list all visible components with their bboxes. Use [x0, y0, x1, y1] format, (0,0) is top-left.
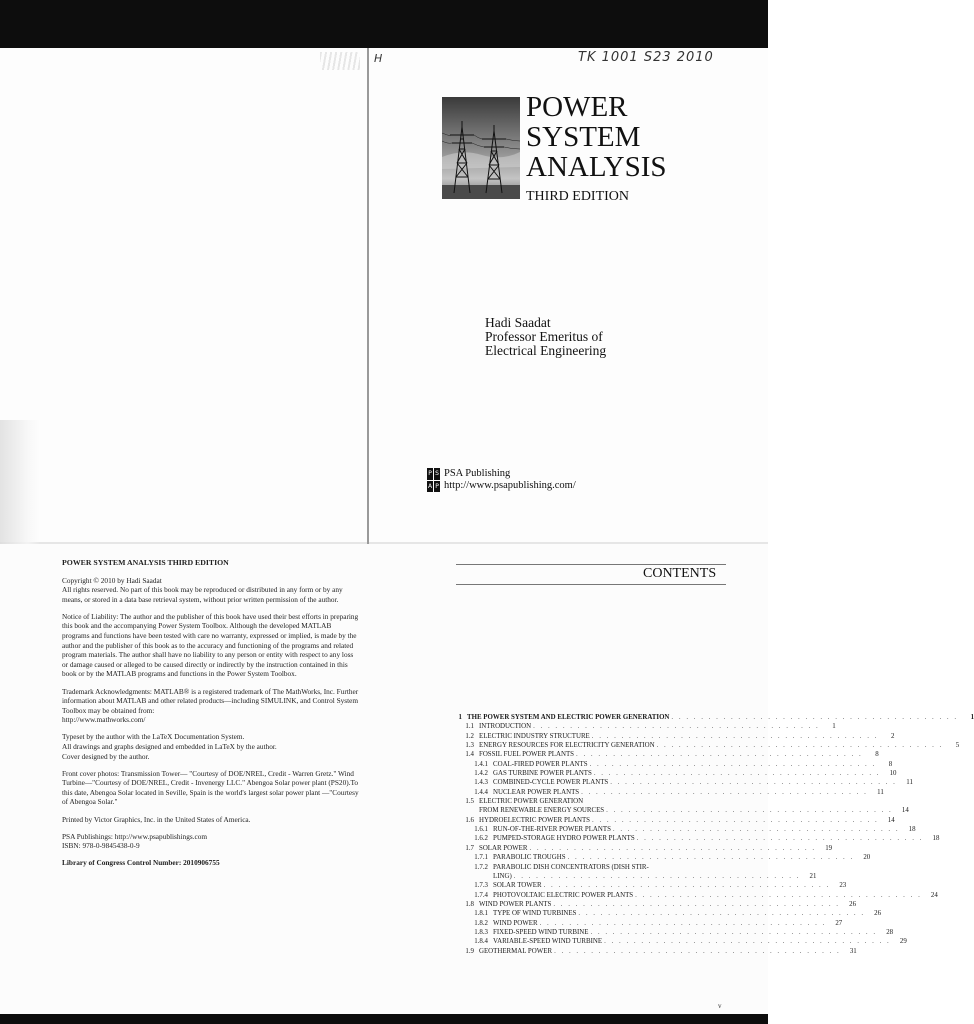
toc-entry [452, 778, 913, 787]
copyright-notice: Copyright © 2010 by Hadi Saadat All rights reserved. No part of this book may be reproduced or distributed in any form or by any means, or stored in a data base retrieval system, without prior written permission of the author. [62, 575, 343, 604]
toc-entry [452, 844, 833, 853]
scan-shadow [0, 420, 40, 544]
toc-entry-number [452, 872, 493, 881]
toc-entry-title: GEOTHERMAL POWER [479, 947, 553, 955]
toc-entry-page: 8 [888, 760, 893, 768]
toc-entry-number: 1.9 [465, 947, 474, 955]
toc-entry-page: 5 [955, 742, 960, 750]
toc-entry-page: 8 [875, 751, 879, 759]
toc-leader-dots: . . . . . . . . . . . . . . . . . . . . . . . . . . . . . . . . . . . . . . . [539, 919, 827, 927]
toc-leader-dots: . . . . . . . . . . . . . . . . . . . . . . . . . . . . . . . . . . . . . . . [553, 900, 841, 908]
toc-entry-page: 18 [908, 826, 916, 834]
toc-entry [452, 881, 847, 890]
toc-entry-number: 1 [458, 714, 462, 721]
toc-entry-page: 14 [887, 816, 895, 824]
toc-entry-title: VARIABLE-SPEED WIND TURBINE [493, 938, 603, 946]
publisher-url: http://www.psapublishing.com/ [444, 480, 576, 491]
toc-entry-page: 31 [849, 947, 857, 955]
title-line: ANALYSIS [526, 151, 667, 183]
toc-leader-dots: . . . . . . . . . . . . . . . . . . . . . . . . . . . . . . . . . . . . . . . [543, 882, 831, 890]
toc-entry-number: 1.6.2 [474, 835, 488, 843]
toc-entry-page: 24 [930, 891, 938, 899]
contents-rule-top [456, 564, 726, 565]
toc-entry [452, 928, 894, 937]
isbn-info: PSA Publishings: http://www.psapublishings.com ISBN: 978-0-9845438-0-9 [62, 831, 208, 851]
toc-entry [452, 834, 940, 843]
toc-entry-title: TYPE OF WIND TURBINES [493, 910, 577, 918]
toc-entry [452, 853, 871, 862]
toc-entry-page: 14 [901, 807, 909, 815]
toc-entry [452, 816, 895, 825]
toc-entry [452, 919, 843, 928]
scan-top-border [0, 0, 768, 48]
publisher-info [444, 468, 576, 492]
toc-entry-title: FROM RENEWABLE ENERGY SOURCES [479, 807, 605, 815]
toc-entry-page: 1 [970, 714, 974, 721]
toc-entry-number: 1.7.3 [474, 882, 488, 890]
toc-entry-title: GAS TURBINE POWER PLANTS [493, 770, 592, 778]
toc-entry-number: 1.8.1 [474, 910, 488, 918]
author-title: Electrical Engineering [485, 343, 607, 358]
toc-entry-number: 1.4 [465, 751, 474, 759]
book-title [526, 92, 667, 182]
toc-entry-title: PHOTOVOLTAIC ELECTRIC POWER PLANTS [493, 891, 634, 899]
logo-letter: P [427, 468, 433, 480]
liability-notice: Notice of Liability: The author and the publisher of this book have used their best efforts in preparing this book and the accompanying Power System Toolbox. Although the developed MATLAB programs and functions have been tested with care no warranty, expressed or implied, is made by the author and the publisher of this book as to the accuracy and functioning of the programs and related program materials. The author shall have no liability to any person or entity with respect to any loss or damage caused or alleged to be caused directly or indirectly by the instruction contained in this book or by the MATLAB programs and functions in the Power System Toolbox. [62, 611, 359, 679]
toc-entry [452, 909, 882, 918]
toc-leader-dots: . . . . . . . . . . . . . . . . . . . . . . . . . . . . . . . . . . . . . . . [671, 714, 959, 721]
page-marker: v [718, 1002, 722, 1010]
toc-entry-page: 18 [932, 835, 940, 843]
toc-leader-dots: . . . . . . . . . . . . . . . . . . . . . . . . . . . . . . . . . . . . . . . [590, 928, 878, 936]
toc-entry-number: 1.7 [465, 844, 474, 852]
toc-entry-page: 23 [839, 882, 847, 890]
toc-entry-page: 29 [899, 938, 907, 946]
toc-entry [452, 937, 907, 946]
toc-entry [452, 722, 836, 731]
toc-leader-dots [649, 863, 712, 872]
transmission-tower-icon [442, 97, 520, 199]
contents-heading: CONTENTS [643, 566, 717, 581]
toc-leader-dots: . . . . . . . . . . . . . . . . . . . . . . . . . . . . . . . . . . . . . . . [612, 826, 900, 834]
toc-entry-page: 2 [890, 732, 895, 740]
toc-entry-title: ENERGY RESOURCES FOR ELECTRICITY GENERATION [479, 742, 655, 750]
author-title: Professor Emeritus of [485, 329, 603, 344]
toc-leader-dots: . . . . . . . . . . . . . . . . . . . . . . . . . . . . . . . . . . . . . . . [576, 751, 863, 759]
toc-leader-dots: . . . . . . . . . . . . . . . . . . . . . . . . . . . . . . . . . . . . . . . [610, 779, 897, 787]
toc-entry-title: ELECTRIC INDUSTRY STRUCTURE [479, 732, 590, 740]
table-of-contents [452, 713, 974, 956]
transmission-tower-photo [442, 97, 520, 199]
logo-letter: P [434, 481, 440, 493]
copyright-heading: POWER SYSTEM ANALYSIS THIRD EDITION [62, 558, 229, 567]
toc-entry-number: 1.4.2 [474, 770, 488, 778]
toc-leader-dots: . . . . . . . . . . . . . . . . . . . . . . . . . . . . . . . . . . . . . . . [554, 947, 841, 955]
handwritten-page-mark: H [374, 52, 383, 65]
toc-entry [452, 797, 728, 806]
toc-entry [452, 891, 938, 900]
toc-entry-number: 1.1 [465, 723, 474, 731]
photo-credits: Front cover photos: Transmission Tower— "Courtesy of DOE/NREL, Credit - Warren Gretz." Wind Turbine—"Courtesy of DOE/NREL, Credit - Invenergy LLC." Abengoa Solar power plant (PS20).To this date, Abengoa Solar located in Seville, Spain is the world's largest solar power plant —"Courtesy of Abengoa Solar." [62, 768, 359, 807]
toc-leader-dots: . . . . . . . . . . . . . . . . . . . . . . . . . . . . . . . . . . . . . . . [513, 872, 801, 880]
toc-entry [452, 825, 916, 834]
logo-letter: S [434, 468, 440, 480]
toc-entry-number: 1.4.3 [474, 779, 488, 787]
toc-entry-title: FIXED-SPEED WIND TURBINE [493, 928, 589, 936]
toc-entry-title: WIND POWER PLANTS [479, 900, 552, 908]
toc-entry-page [712, 797, 728, 806]
toc-entry-number: 1.6 [465, 816, 474, 824]
publisher-logo [427, 468, 440, 492]
toc-entry [452, 732, 895, 741]
toc-entry-number: 1.7.1 [474, 854, 488, 862]
scan-smudge [320, 52, 360, 70]
toc-entry [452, 760, 893, 769]
toc-entry-title: WIND POWER [493, 919, 538, 927]
toc-entry-title: SOLAR TOWER [493, 882, 542, 890]
toc-entry-number [452, 806, 479, 815]
toc-leader-dots: . . . . . . . . . . . . . . . . . . . . . . . . . . . . . . . . . . . . . . . [581, 788, 868, 796]
toc-leader-dots: . . . . . . . . . . . . . . . . . . . . . . . . . . . . . . . . . . . . . . . [636, 835, 924, 843]
toc-entry-title: RUN-OF-THE-RIVER POWER PLANTS [493, 826, 611, 834]
author-name: Hadi Saadat [485, 315, 551, 330]
author-block [485, 316, 606, 358]
toc-leader-dots: . . . . . . . . . . . . . . . . . . . . . . . . . . . . . . . . . . . . . . . [589, 760, 877, 768]
contents-rule-bottom [456, 584, 726, 585]
toc-entry-page: 11 [877, 788, 884, 796]
toc-entry-number: 1.5 [465, 798, 474, 806]
typeset-notice: Typeset by the author with the LaTeX Documentation System. All drawings and graphs designed and embedded in LaTeX by the author. Cover designed by the author. [62, 732, 277, 761]
toc-entry-title: PARABOLIC TROUGHS [493, 854, 566, 862]
edition-label: THIRD EDITION [526, 189, 630, 204]
toc-entry-page: 20 [863, 854, 871, 862]
toc-leader-dots: . . . . . . . . . . . . . . . . . . . . . . . . . . . . . . . . . . . . . . . [656, 742, 944, 750]
toc-entry [452, 872, 817, 881]
scan-bottom-border [0, 1014, 768, 1024]
toc-entry [452, 900, 857, 909]
toc-entry-title: COMBINED-CYCLE POWER PLANTS [493, 779, 609, 787]
toc-entry [452, 750, 879, 759]
toc-entry-number: 1.4.4 [474, 788, 488, 796]
printer-notice: Printed by Victor Graphics, Inc. in the United States of America. [62, 814, 251, 824]
trademark-notice: Trademark Acknowledgments: MATLAB® is a registered trademark of The MathWorks, Inc. Further information about MATLAB and other related products—including SIMULINK, and Control System Toolbox may be obtained from: http://www.mathworks.com/ [62, 686, 359, 725]
toc-leader-dots: . . . . . . . . . . . . . . . . . . . . . . . . . . . . . . . . . . . . . . . [578, 910, 866, 918]
toc-entry [452, 947, 857, 956]
publisher-name: PSA Publishing [444, 468, 511, 479]
toc-entry-page: 21 [809, 872, 817, 880]
toc-entry-number: 1.8 [465, 900, 474, 908]
toc-leader-dots: . . . . . . . . . . . . . . . . . . . . . . . . . . . . . . . . . . . . . . . [533, 723, 820, 731]
toc-entry [452, 741, 960, 750]
page-spine-line [367, 48, 369, 544]
toc-entry-number: 1.8.3 [474, 928, 488, 936]
copyright-page-text [62, 558, 360, 875]
toc-entry-number: 1.6.1 [474, 826, 488, 834]
toc-entry-page: 1 [832, 723, 836, 731]
toc-leader-dots: . . . . . . . . . . . . . . . . . . . . . . . . . . . . . . . . . . . . . . . [604, 938, 891, 946]
toc-entry-page: 11 [906, 779, 913, 787]
toc-entry-number: 1.3 [465, 742, 474, 750]
toc-entry-page: 19 [825, 844, 833, 852]
toc-entry-page [712, 863, 728, 872]
toc-leader-dots: . . . . . . . . . . . . . . . . . . . . . . . . . . . . . . . . . . . . . . . [593, 770, 881, 778]
toc-entry-title: SOLAR POWER [479, 844, 528, 852]
toc-entry-page: 10 [889, 770, 897, 778]
toc-leader-dots: . . . . . . . . . . . . . . . . . . . . . . . . . . . . . . . . . . . . . . . [591, 732, 879, 740]
toc-entry-title: THE POWER SYSTEM AND ELECTRIC POWER GENERATION [467, 714, 670, 721]
toc-entry-page: 26 [874, 910, 882, 918]
toc-entry-title: PARABOLIC DISH CONCENTRATORS (DISH STIR- [493, 863, 649, 871]
toc-entry-page: 28 [886, 928, 894, 936]
logo-letter: A [427, 481, 433, 493]
toc-entry-title: NUCLEAR POWER PLANTS [493, 788, 580, 796]
toc-entry-number: 1.8.2 [474, 919, 488, 927]
toc-entry-number: 1.7.2 [474, 863, 488, 871]
handwritten-call-number: TK 1001 S23 2010 [578, 50, 714, 65]
toc-leader-dots [583, 797, 712, 806]
toc-entry-number: 1.4.1 [474, 760, 488, 768]
toc-entry [452, 788, 884, 797]
toc-entry-page: 26 [849, 900, 857, 908]
toc-entry [452, 769, 897, 778]
toc-entry-number: 1.2 [465, 732, 474, 740]
toc-leader-dots: . . . . . . . . . . . . . . . . . . . . . . . . . . . . . . . . . . . . . . . [567, 854, 855, 862]
lccn: Library of Congress Control Number: 2010906755 [62, 858, 220, 868]
toc-entry-title: INTRODUCTION [479, 723, 532, 731]
toc-leader-dots: . . . . . . . . . . . . . . . . . . . . . . . . . . . . . . . . . . . . . . . [606, 807, 893, 815]
toc-entry-number: 1.7.4 [474, 891, 488, 899]
toc-entry-title: PUMPED-STORAGE HYDRO POWER PLANTS [493, 835, 635, 843]
toc-leader-dots: . . . . . . . . . . . . . . . . . . . . . . . . . . . . . . . . . . . . . . . [529, 844, 817, 852]
title-line: POWER [526, 91, 628, 123]
toc-entry-title: COAL-FIRED POWER PLANTS [493, 760, 588, 768]
toc-entry [452, 806, 909, 815]
toc-entry [452, 713, 974, 722]
toc-entry-title: FOSSIL FUEL POWER PLANTS [479, 751, 575, 759]
toc-leader-dots: . . . . . . . . . . . . . . . . . . . . . . . . . . . . . . . . . . . . . . . [635, 891, 922, 899]
toc-leader-dots: . . . . . . . . . . . . . . . . . . . . . . . . . . . . . . . . . . . . . . . [592, 816, 879, 824]
toc-entry-page: 27 [835, 919, 843, 927]
toc-entry [452, 863, 728, 872]
toc-entry-title: ELECTRIC POWER GENERATION [479, 798, 584, 806]
title-line: SYSTEM [526, 121, 641, 153]
toc-entry-number: 1.8.4 [474, 938, 488, 946]
toc-entry-title: HYDROELECTRIC POWER PLANTS [479, 816, 591, 824]
toc-entry-title: LING) [493, 872, 512, 880]
